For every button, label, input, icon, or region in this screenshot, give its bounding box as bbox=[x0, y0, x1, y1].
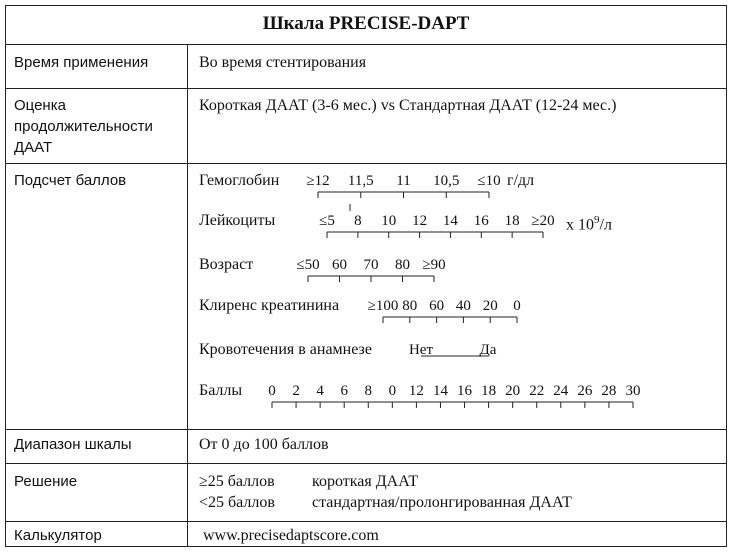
precise-dapt-table bbox=[5, 5, 727, 547]
range-label: Диапазон шкалы bbox=[14, 436, 132, 453]
leukocytes-label: Лейкоциты bbox=[199, 212, 276, 229]
decision-label: Решение bbox=[14, 473, 78, 490]
calc-link[interactable]: www.precisedaptscore.com bbox=[203, 527, 379, 544]
age-tick-label: 60 bbox=[332, 257, 347, 273]
time-label: Время применения bbox=[14, 54, 149, 71]
decision-1-score: ≥25 баллов bbox=[199, 473, 275, 490]
age-tick-label: 80 bbox=[395, 257, 410, 273]
points-tick-label: 16 bbox=[457, 383, 473, 399]
points-tick-label: 4 bbox=[316, 383, 324, 399]
creatinine-tick-label: 80 bbox=[402, 298, 418, 314]
calc-label: Калькулятор bbox=[14, 527, 102, 544]
bleeding-tick-label: Да bbox=[479, 342, 497, 358]
bleeding-tick-label: Нет bbox=[408, 342, 434, 358]
points-tick-label: 0 bbox=[268, 383, 276, 399]
points-tick-label: 0 bbox=[388, 383, 397, 399]
age-label: Возраст bbox=[199, 256, 254, 273]
assess-label: Оценка продолжительности ДААТ bbox=[14, 97, 153, 156]
points-tick-label: 12 bbox=[408, 383, 424, 399]
leukocytes-tick-label: 8 bbox=[354, 213, 362, 229]
points-tick-label: 26 bbox=[577, 383, 593, 399]
nomogram-scales bbox=[6, 6, 726, 546]
leukocytes-tick-label: 10 bbox=[381, 213, 397, 229]
points-tick-label: 14 bbox=[432, 383, 448, 399]
hemoglobin-tick-label: 10,5 bbox=[433, 173, 460, 189]
hemoglobin-tick-label: 11,5 bbox=[347, 173, 374, 189]
points-tick-label: 20 bbox=[505, 383, 521, 399]
range-value: От 0 до 100 баллов bbox=[199, 436, 329, 453]
leukocytes-tick-label: 18 bbox=[504, 213, 520, 229]
hemoglobin-tick-label: ≥12 bbox=[306, 173, 330, 189]
creatinine-tick-label: 40 bbox=[455, 298, 471, 314]
assess-value: Короткая ДААТ (3-6 мес.) vs Стандартная ДААТ (12-24 мес.) bbox=[199, 97, 617, 114]
hemoglobin-unit: г/дл bbox=[507, 172, 535, 189]
points-tick-label: 22 bbox=[529, 383, 545, 399]
points-tick-label: 18 bbox=[481, 383, 497, 399]
time-value: Во время стентирования bbox=[199, 54, 367, 71]
decision-2-score: <25 баллов bbox=[199, 494, 275, 511]
bleeding-label: Кровотечения в анамнезе bbox=[199, 341, 372, 358]
scoring-label: Подсчет баллов bbox=[14, 172, 127, 189]
points-tick-label: 6 bbox=[340, 383, 348, 399]
leukocytes-tick-label: 16 bbox=[473, 213, 489, 229]
creatinine-label: Клиренс креатинина bbox=[199, 297, 340, 314]
creatinine-tick-label: ≥100 bbox=[367, 298, 399, 314]
hemoglobin-label: Гемоглобин bbox=[199, 172, 280, 189]
hemoglobin-tick-label: ≤10 bbox=[477, 173, 501, 189]
leukocytes-tick-label: ≤5 bbox=[319, 213, 335, 229]
points-label: Баллы bbox=[199, 382, 243, 399]
creatinine-tick-label: 20 bbox=[482, 298, 498, 314]
leukocytes-unit: x $10^9/л$ bbox=[566, 214, 612, 234]
points-tick-label: 30 bbox=[625, 383, 641, 399]
table-title: Шкала PRECISE-DAPT bbox=[262, 13, 470, 34]
hemoglobin-tick-label: 11 bbox=[396, 173, 411, 189]
points-tick-label: 8 bbox=[364, 383, 373, 399]
decision-2-text: стандартная/пролонгированная ДААТ bbox=[312, 494, 572, 511]
age-tick-label: ≥90 bbox=[422, 257, 446, 273]
creatinine-tick-label: 0 bbox=[513, 298, 521, 314]
age-tick-label: ≤50 bbox=[296, 257, 320, 273]
leukocytes-tick-label: ≥20 bbox=[531, 213, 555, 229]
leukocytes-tick-label: 12 bbox=[412, 213, 428, 229]
age-tick-label: 70 bbox=[363, 257, 379, 273]
points-tick-label: 28 bbox=[601, 383, 617, 399]
decision-1-text: короткая ДААТ bbox=[312, 473, 419, 490]
points-tick-label: 2 bbox=[292, 383, 300, 399]
creatinine-tick-label: 60 bbox=[429, 298, 445, 314]
points-tick-label: 24 bbox=[553, 383, 569, 399]
leukocytes-tick-label: 14 bbox=[442, 213, 458, 229]
